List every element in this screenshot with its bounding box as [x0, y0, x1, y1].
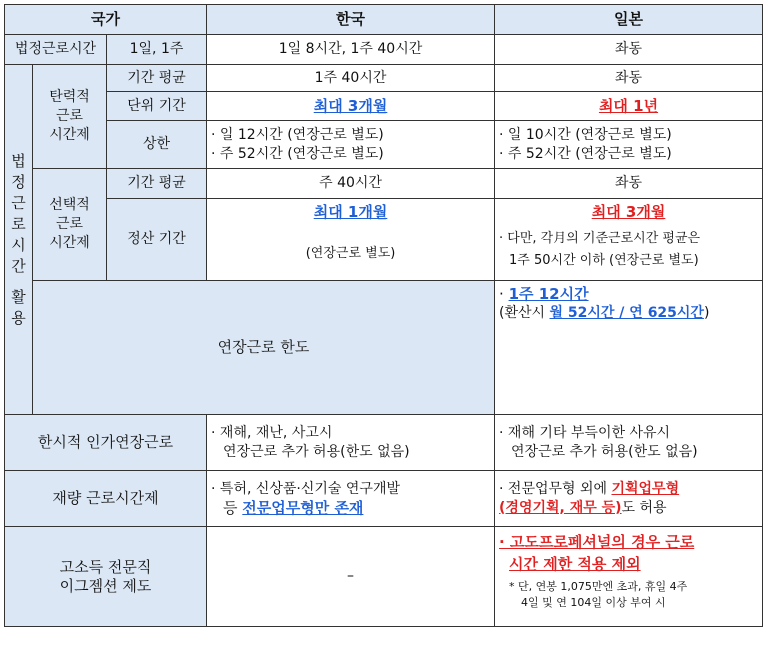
flex-limit-korea: · 일 12시간 (연장근로 별도) · 주 52시간 (연장근로 별도) — [207, 121, 495, 169]
overtime-korea-main: 1주 12시간 — [508, 285, 589, 303]
select-settle-korea-note: (연장근로 별도) — [305, 246, 396, 261]
header-japan: 일본 — [495, 5, 763, 35]
overtime-row — [5, 281, 763, 415]
temporary-korea: · 재해, 재난, 사고시 연장근로 추가 허용(한도 없음) — [207, 415, 495, 471]
temporary-label: 한시적 인가연장근로 — [5, 415, 207, 471]
statutory-label: 법정근로시간 — [5, 35, 107, 65]
flex-limit-japan: · 일 10시간 (연장근로 별도) · 주 52시간 (연장근로 별도) — [495, 121, 763, 169]
discretion-japan: · 전문업무형 외에 기획업무형 (경영기획, 재무 등)도 허용 — [495, 471, 763, 527]
header-row — [5, 5, 763, 35]
discretion-japan-red-2: (경영기획, 재무 등) — [499, 499, 622, 516]
discretion-label: 재량 근로시간제 — [5, 471, 207, 527]
select-label: 선택적 근로 시간제 — [33, 169, 107, 281]
discretion-korea-blue: 전문업무형만 존재 — [242, 498, 364, 517]
flex-limit-row — [5, 121, 763, 169]
select-avg-japan: 좌동 — [495, 169, 763, 199]
select-settle-korea-main: 최대 1개월 — [313, 203, 388, 221]
flex-unit-japan: 최대 1년 — [598, 96, 659, 115]
exemption-korea: – — [207, 527, 495, 627]
comparison-table-wrapper — [4, 4, 763, 627]
discretion-row — [5, 471, 763, 527]
select-avg-label: 기간 평균 — [107, 169, 207, 199]
statutory-korea: 1일 8시간, 1주 40시간 — [207, 35, 495, 65]
select-settle-japan-note-2: 1주 50시간 이하 (연장근로 별도) — [509, 253, 699, 268]
exemption-japan: · 고도프로페셔널의 경우 근로 시간 제한 적용 제외 * 단, 연봉 1,075만엔 초과, 휴일 4주 4일 및 연 104일 이상 부여 시 — [495, 527, 763, 627]
select-avg-korea: 주 40시간 — [207, 169, 495, 199]
select-settle-label: 정산 기간 — [107, 199, 207, 281]
overtime-korea-conv: 월 52시간 / 연 625시간 — [549, 305, 704, 321]
select-settle-japan-note-1: · 다만, 각月의 기준근로시간 평균은 — [499, 231, 701, 246]
flex-limit-label: 상한 — [107, 121, 207, 169]
overtime-korea: · 1주 12시간 (환산시 월 52시간 / 연 625시간) — [495, 281, 763, 415]
statutory-row — [5, 35, 763, 65]
temporary-row — [5, 415, 763, 471]
select-avg-row — [5, 169, 763, 199]
exemption-label: 고소득 전문직 이그젬션 제도 — [5, 527, 207, 627]
flex-label: 탄력적 근로 시간제 — [33, 65, 107, 169]
flex-unit-korea: 최대 3개월 — [313, 96, 388, 115]
overtime-label: 연장근로 한도 — [33, 281, 495, 415]
flex-unit-label: 단위 기간 — [107, 92, 207, 121]
statutory-sub-label: 1일, 1주 — [107, 35, 207, 65]
select-settle-japan-main: 최대 3개월 — [591, 203, 666, 221]
header-korea: 한국 — [207, 5, 495, 35]
exemption-row — [5, 527, 763, 627]
flex-avg-korea: 1주 40시간 — [207, 65, 495, 92]
discretion-korea: · 특허, 신상품·신기술 연구개발 등 전문업무형만 존재 — [207, 471, 495, 527]
select-settle-row — [5, 199, 763, 281]
header-country: 국가 — [5, 5, 207, 35]
temporary-japan: · 재해 기타 부득이한 사유시 연장근로 추가 허용(한도 없음) — [495, 415, 763, 471]
flex-avg-row — [5, 65, 763, 92]
labor-law-comparison-table — [4, 4, 763, 627]
flex-avg-label: 기간 평균 — [107, 65, 207, 92]
discretion-japan-red-1: 기획업무형 — [611, 480, 680, 497]
flex-unit-row — [5, 92, 763, 121]
flex-avg-japan: 좌동 — [495, 65, 763, 92]
usage-vertical-label: 법 정 근 로 시 간 활 용 — [5, 65, 33, 415]
statutory-japan: 좌동 — [495, 35, 763, 65]
